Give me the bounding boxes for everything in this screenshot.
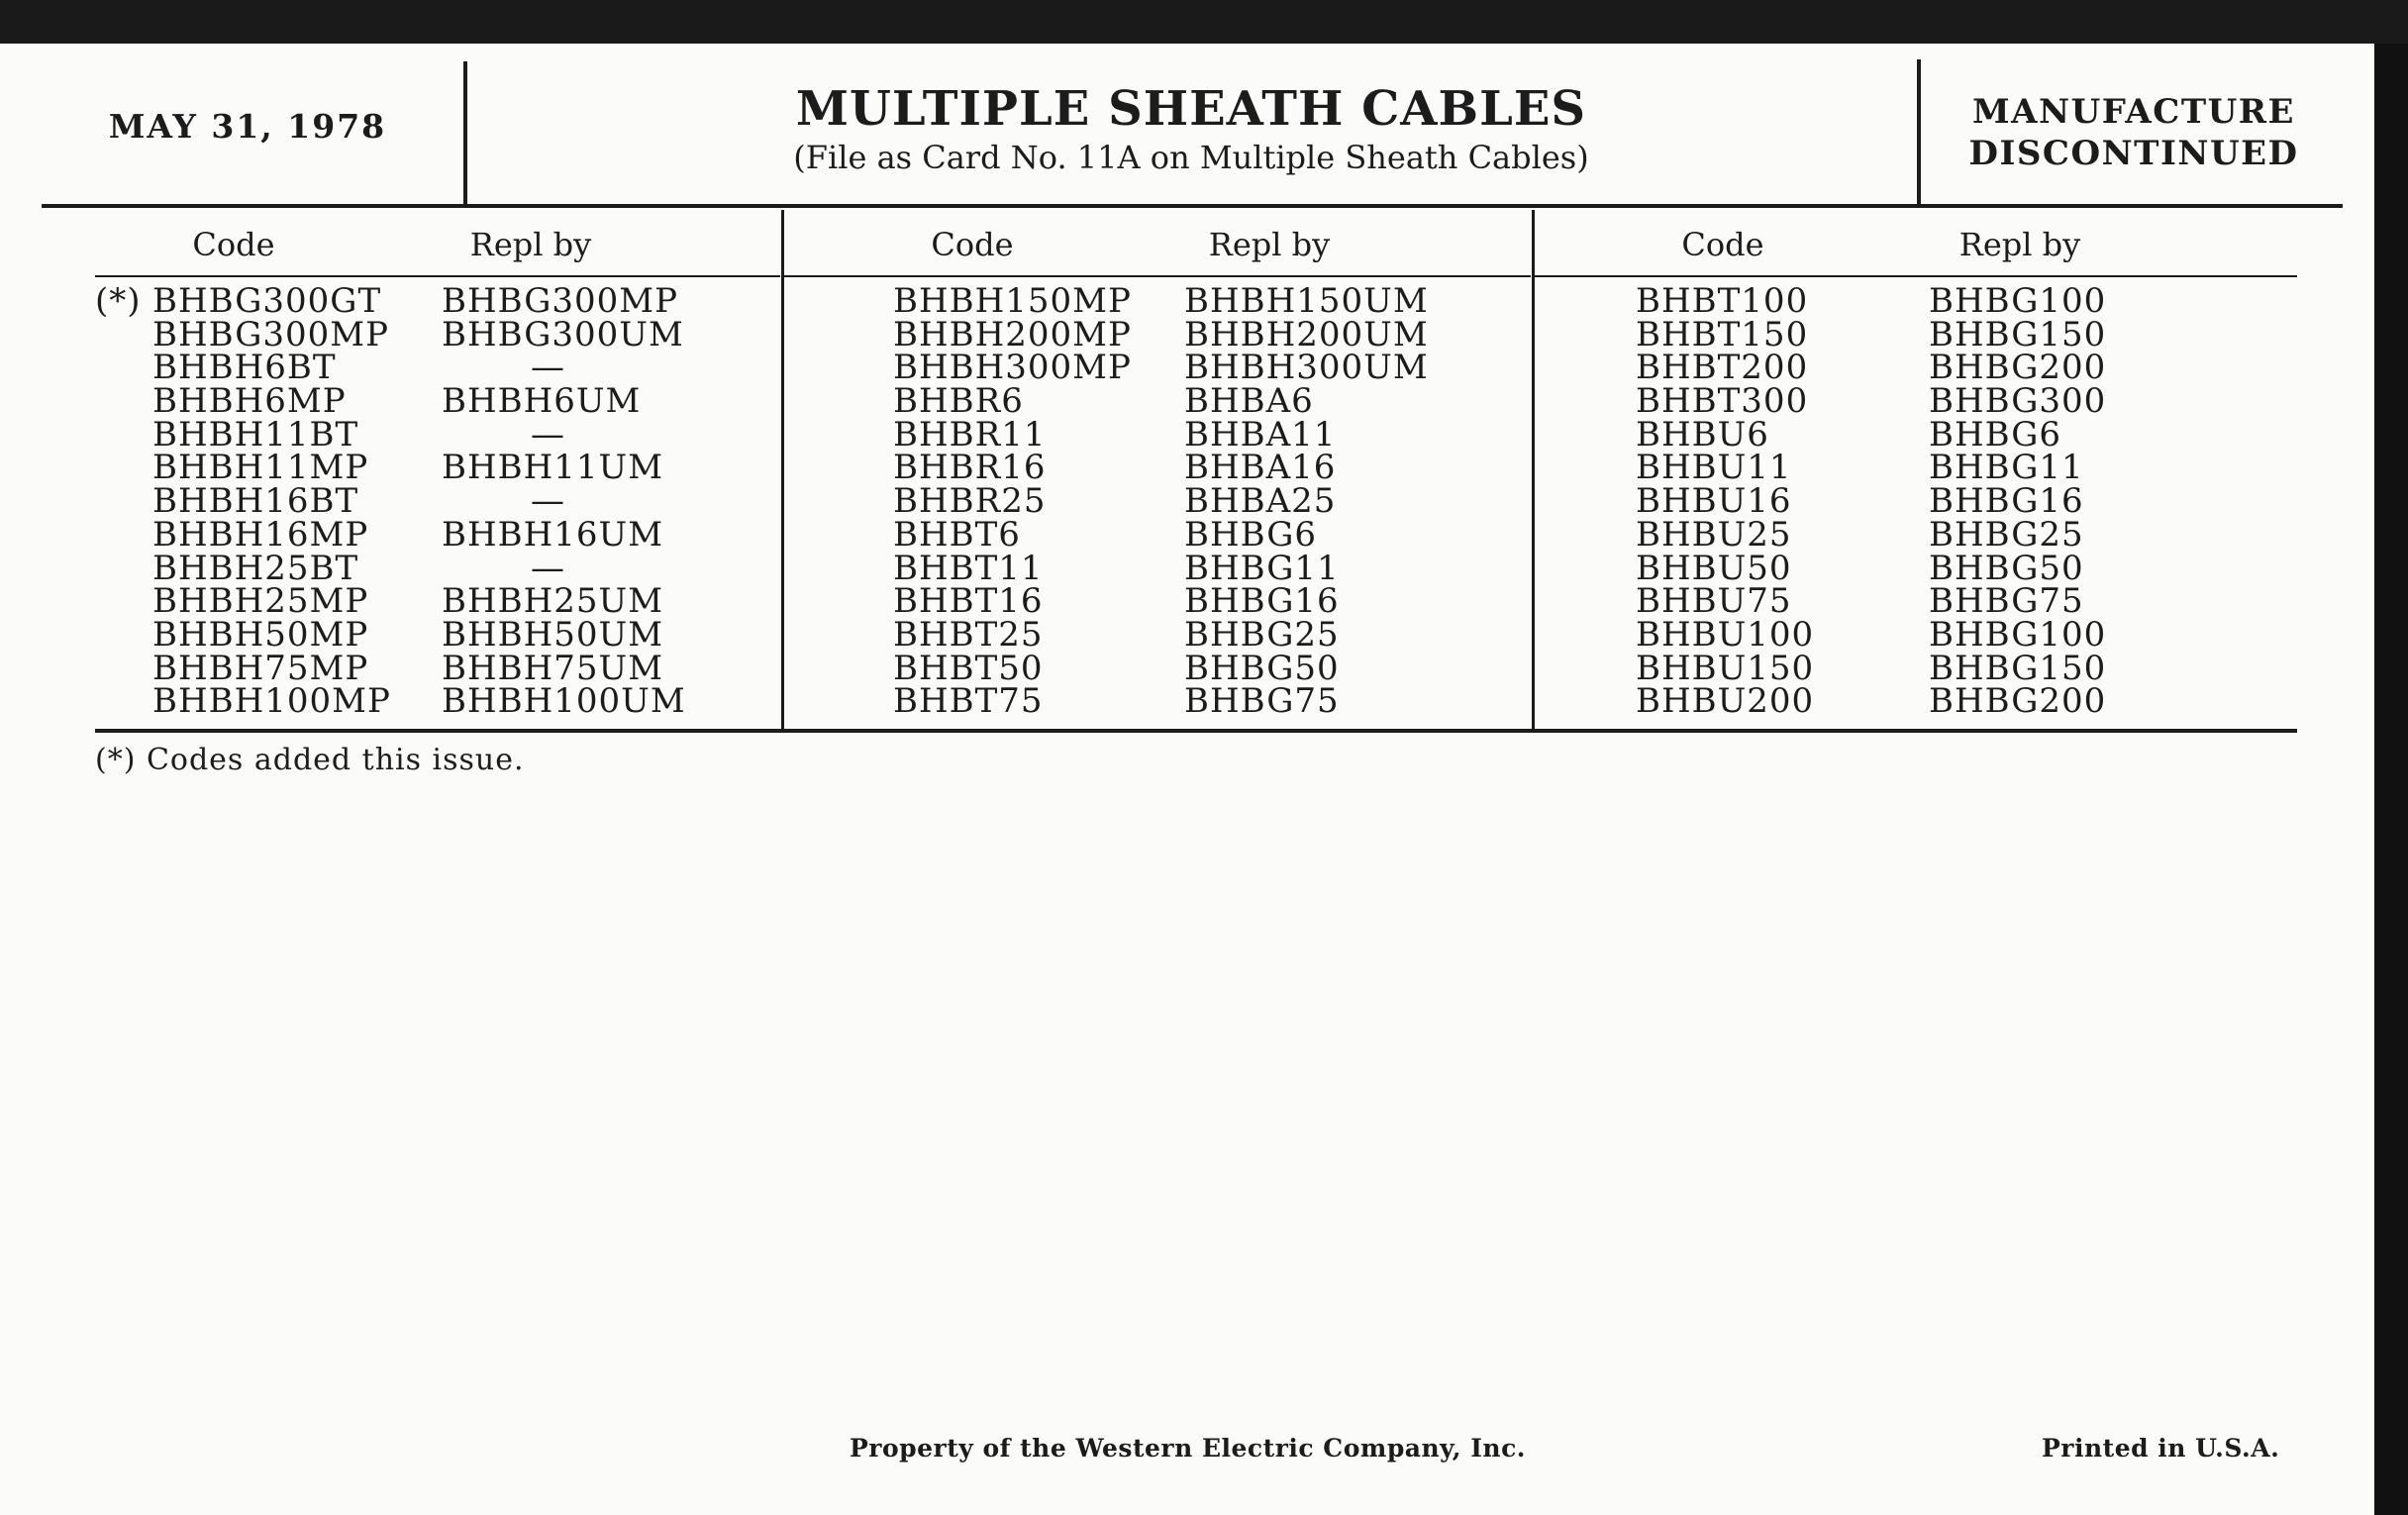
repl-column-header: Repl by xyxy=(1958,226,2081,263)
code-cell: BHBH150MP xyxy=(893,281,1132,321)
code-cell: BHBT150 xyxy=(1636,314,1809,354)
code-cell: BHBH200MP xyxy=(893,314,1132,354)
code-cell: BHBH50MP xyxy=(152,614,369,655)
code-cell: BHBT100 xyxy=(1636,281,1809,321)
code-cell: BHBH11BT xyxy=(152,414,359,454)
code-cell: BHBR16 xyxy=(893,448,1047,488)
repl-cell: BHBG50 xyxy=(1929,548,2084,588)
code-cell: BHBT300 xyxy=(1636,381,1809,422)
code-column-header: Code xyxy=(1681,226,1764,263)
repl-cell: BHBG300UM xyxy=(442,314,684,354)
column-header-rule xyxy=(784,275,1531,277)
table-group-1 xyxy=(95,210,780,731)
code-cell: BHBT200 xyxy=(1636,348,1809,388)
status-line-2: DISCONTINUED xyxy=(1968,134,2299,173)
repl-cell: BHBG200 xyxy=(1929,348,2107,388)
repl-column-header: Repl by xyxy=(1208,226,1331,263)
code-cell: BHBH100MP xyxy=(152,681,391,722)
title-block xyxy=(465,81,1917,176)
repl-cell: BHBH150UM xyxy=(1184,281,1429,321)
code-column-header: Code xyxy=(931,226,1014,263)
column-header-rule xyxy=(1535,275,2297,277)
code-cell: BHBT25 xyxy=(893,614,1044,655)
code-cell: BHBH25MP xyxy=(152,581,369,622)
code-cell: BHBH6MP xyxy=(152,381,347,422)
repl-cell: BHBH200UM xyxy=(1184,314,1429,354)
status-line-1: MANUFACTURE xyxy=(1972,92,2295,132)
repl-cell: BHBG50 xyxy=(1184,648,1340,688)
repl-cell: BHBG100 xyxy=(1929,281,2107,321)
code-cell: BHBR11 xyxy=(893,414,1047,454)
repl-cell: BHBG6 xyxy=(1184,514,1318,555)
repl-cell: BHBG75 xyxy=(1184,681,1340,722)
issue-date: MAY 31, 1978 xyxy=(108,107,387,146)
repl-cell: BHBG150 xyxy=(1929,648,2107,688)
code-column-header: Code xyxy=(192,226,275,263)
code-cell: BHBH75MP xyxy=(152,648,369,688)
repl-column-header: Repl by xyxy=(469,226,592,263)
repl-cell: BHBG200 xyxy=(1929,681,2107,722)
table-group-2 xyxy=(784,210,1531,731)
repl-cell: BHBH100UM xyxy=(442,681,686,722)
code-cell: BHBU100 xyxy=(1636,614,1815,655)
code-cell: BHBH300MP xyxy=(893,348,1132,388)
header-rule xyxy=(42,204,2343,208)
repl-cell: BHBH25UM xyxy=(442,581,664,622)
table-bottom-rule xyxy=(95,729,2297,733)
repl-cell: BHBH300UM xyxy=(1184,348,1429,388)
repl-cell: BHBA25 xyxy=(1184,481,1337,522)
code-cell: BHBT11 xyxy=(893,548,1044,588)
added-mark: (*) xyxy=(95,281,142,321)
repl-cell: BHBA16 xyxy=(1184,448,1337,488)
code-cell: BHBR25 xyxy=(893,481,1047,522)
repl-cell: — xyxy=(531,481,565,522)
repl-cell: — xyxy=(531,548,565,588)
repl-cell: BHBA11 xyxy=(1184,414,1337,454)
code-cell: BHBR6 xyxy=(893,381,1024,422)
code-cell: BHBU6 xyxy=(1636,414,1769,454)
footnote: (*) Codes added this issue. xyxy=(95,743,525,777)
repl-cell: BHBG100 xyxy=(1929,614,2107,655)
repl-cell: BHBG16 xyxy=(1184,581,1340,622)
table-group-3 xyxy=(1535,210,2297,731)
column-header-rule xyxy=(95,275,780,277)
repl-cell: BHBG25 xyxy=(1929,514,2084,555)
code-cell: BHBG300GT xyxy=(152,281,382,321)
status-badge xyxy=(1926,91,2342,174)
code-cell: BHBU200 xyxy=(1636,681,1815,722)
code-cell: BHBU25 xyxy=(1636,514,1792,555)
repl-cell: BHBG300 xyxy=(1929,381,2107,422)
code-cell: BHBU50 xyxy=(1636,548,1792,588)
header-divider-right xyxy=(1917,59,1921,204)
repl-cell: BHBG11 xyxy=(1184,548,1340,588)
page-title: MULTIPLE SHEATH CABLES xyxy=(795,81,1587,137)
repl-cell: — xyxy=(531,414,565,454)
repl-cell: BHBH11UM xyxy=(442,448,664,488)
repl-cell: — xyxy=(531,348,565,388)
code-cell: BHBT75 xyxy=(893,681,1044,722)
code-cell: BHBH11MP xyxy=(152,448,369,488)
code-cell: BHBH25BT xyxy=(152,548,359,588)
repl-cell: BHBG25 xyxy=(1184,614,1340,655)
code-cell: BHBH6BT xyxy=(152,348,337,388)
code-cell: BHBT50 xyxy=(893,648,1044,688)
code-cell: BHBT16 xyxy=(893,581,1044,622)
card-edge-shadow xyxy=(2374,44,2408,1515)
code-cell: BHBU11 xyxy=(1636,448,1792,488)
code-cell: BHBU16 xyxy=(1636,481,1792,522)
repl-cell: BHBG11 xyxy=(1929,448,2084,488)
code-cell: BHBU75 xyxy=(1636,581,1792,622)
repl-cell: BHBG150 xyxy=(1929,314,2107,354)
code-cell: BHBH16MP xyxy=(152,514,369,555)
page-subtitle: (File as Card No. 11A on Multiple Sheath Cables) xyxy=(793,139,1589,176)
property-notice: Property of the Western Electric Company, Inc. xyxy=(850,1434,1527,1463)
code-cell: BHBT6 xyxy=(893,514,1021,555)
printed-notice: Printed in U.S.A. xyxy=(2042,1434,2280,1463)
repl-cell: BHBH75UM xyxy=(442,648,664,688)
repl-cell: BHBG300MP xyxy=(442,281,678,321)
repl-cell: BHBA6 xyxy=(1184,381,1314,422)
repl-cell: BHBG75 xyxy=(1929,581,2084,622)
repl-cell: BHBG6 xyxy=(1929,414,2062,454)
repl-cell: BHBH50UM xyxy=(442,614,664,655)
code-cell: BHBU150 xyxy=(1636,648,1815,688)
repl-cell: BHBH16UM xyxy=(442,514,664,555)
code-cell: BHBG300MP xyxy=(152,314,389,354)
repl-cell: BHBG16 xyxy=(1929,481,2084,522)
repl-cell: BHBH6UM xyxy=(442,381,642,422)
code-cell: BHBH16BT xyxy=(152,481,359,522)
